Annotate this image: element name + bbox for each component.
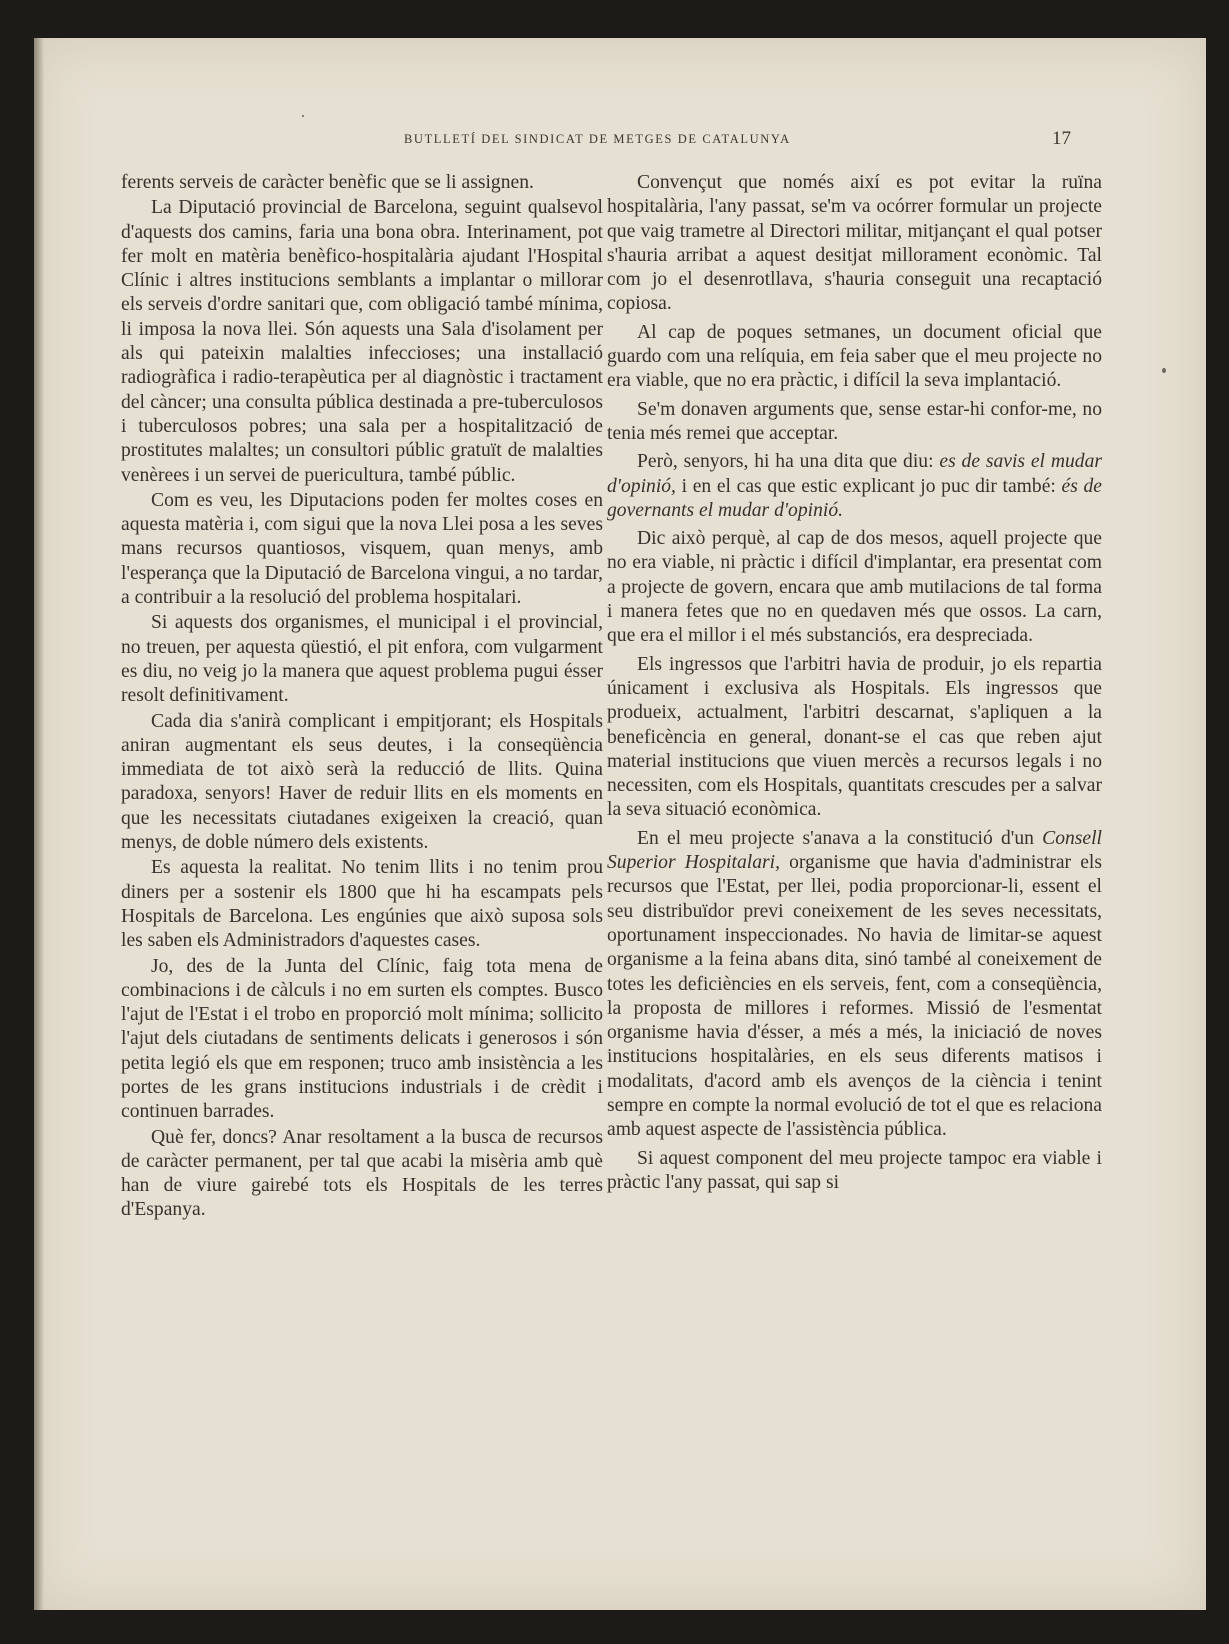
italic-saying: es de savis el mudar d'opinió, xyxy=(607,451,1102,497)
running-header xyxy=(34,128,1206,152)
page-binding-edge xyxy=(34,38,44,1610)
paragraph: Se'm donaven arguments que, sense estar-hi confor-me, no tenia més remei que acceptar. xyxy=(607,398,1102,444)
paragraph-with-saying xyxy=(607,450,1102,523)
text-run: i en el cas que estic explicant jo puc dir també: xyxy=(675,475,1062,497)
paragraph: La Diputació provincial de Barcelona, seguint qualsevol d'aquests dos camins, faria una bona obra. Interinament, pot fer molt en matèria benèfico-hospitalària ajudant l'Hospital Clínic i altres institucions semblants a implantar o millorar els serveis d'ordre sanitari que, com obligació també mínima, li imposa la nova llei. Són aquests una Sala d'isolament per als qui pateixin malalties infeccioses; una installació radiogràfica i radio-terapèutica per al diagnòstic i tractament del càncer; una consulta pública destinada a pre-tuberculosos i tuberculosos pobres; una sala per a hospitalització de prostitutes malaltes; un consultori públic gratuït de malalties venèrees i un servei de puericultura, també públic. xyxy=(121,197,603,486)
paragraph-with-institution xyxy=(607,827,1102,1143)
ink-speck xyxy=(302,115,304,117)
italic-saying: és de governants el mudar d'opinió. xyxy=(607,475,1102,521)
paragraph: Es aquesta la realitat. No tenim llits i no tenim prou diners per a sostenir els 1800 que hi ha escampats pels Hospitals de Barcelona. Les engúnies que això suposa sols les saben els Administradors d'aquestes cases. xyxy=(121,857,603,952)
paragraph: Si aquest component del meu projecte tampoc era viable i pràctic l'any passat, qui sap si xyxy=(607,1147,1102,1193)
left-column xyxy=(121,171,603,1224)
text-run: Però, senyors, hi ha una dita que diu: xyxy=(637,451,940,473)
paragraph: Si aquests dos organismes, el municipal i el provincial, no treuen, per aquesta qüestió, el pit enfora, com vulgarment es diu, no veig jo la manera que aquest problema pugui ésser resolt definitivament. xyxy=(121,612,603,707)
paragraph: Els ingressos que l'arbitri havia de produir, jo els repartia únicament i exclusiva als Hospitals. Els ingressos que produeix, actualment, l'arbitri descarnat, s'apliquen a la beneficència en general, donant-se el cas que reben ajut material institucions que viuen mercès a recursos legals i no necessiten, com els Hospitals, quantitats crescudes per a salvar la seva situació econòmica. xyxy=(607,653,1102,821)
italic-institution-name: Consell Superior Hospitalari, xyxy=(607,827,1102,874)
paragraph: Cada dia s'anirà complicant i empitjorant; els Hospitals aniran augmentant els seus deutes, i la conseqüència immediata de tot això serà la reducció de llits. Quina paradoxa, senyors! Haver de reduir llits en els moments en que les necessitats ciutadanes exigeixen la creació, quan menys, de doble número dels existents. xyxy=(121,710,603,854)
paragraph: ferents serveis de caràcter benèfic que se li assignen. xyxy=(121,172,534,193)
text-run: En el meu projecte s'anava a la constitució d'un xyxy=(637,827,1043,849)
ink-speck xyxy=(1162,368,1166,373)
text-run: organisme que havia d'administrar els recursos que l'Estat, per llei, podia proporcionar-li, essent el seu distribuïdor previ coneixement de les seves necessitats, oportunament inspeccionades. No havia de limitar-se aquest organisme a la feina abans dita, sinó també al coneixement de totes les deficiències en els serveis, fent, com a conseqüència, la proposta de millores i reformes. Missió de l'esmentat organisme havia d'ésser, a més a més, la iniciació de noves institucions hospitalàries, en els seus diferents matisos i modalitats, d'acord amb els avenços de la ciència i tenint sempre en compte la normal evolució de tot el que es relaciona amb aquest aspecte de l'assistència pública. xyxy=(607,852,1102,1141)
paragraph: Com es veu, les Diputacions poden fer moltes coses en aquesta matèria i, com sigui que la nova Llei posa a les seves mans recursos quantiosos, visquem, quan menys, amb l'esperança que la Diputació de Barcelona vingui, a no tardar, a contribuir a la resolució del problema hospitalari. xyxy=(121,489,603,609)
paragraph: Convençut que només així es pot evitar la ruïna hospitalària, l'any passat, se'm va ocórrer formular un projecte que vaig trametre al Directori militar, mitjançant el qual potser s'hauria arribat a aquest desitjat millorament econòmic. Tal com jo el desenrotllava, s'hauria conseguit una recaptació copiosa. xyxy=(607,172,1102,315)
paragraph: Al cap de poques setmanes, un document oficial que guardo com una relíquia, em feia saber que el meu projecte no era viable, que no era pràctic, i difícil la seva implantació. xyxy=(607,321,1102,392)
right-column xyxy=(607,171,1102,1199)
page-number: 17 xyxy=(1052,128,1071,149)
paragraph: Jo, des de la Junta del Clínic, faig tota mena de combinacions i de càlculs i no em surten els comptes. Busco l'ajut de l'Estat i el trobo en proporció molt mínima; sollicito l'ajut dels ciutadans de sentiments delicats i generosos i són petita legió els que em responen; truco amb insistència a les portes de les grans institucions industrials i de crèdit i continuen barrades. xyxy=(121,955,603,1123)
header-title: BUTLLETÍ DEL SINDICAT DE METGES DE CATALUNYA xyxy=(404,132,791,146)
document-page xyxy=(34,38,1206,1610)
paragraph: Dic això perquè, al cap de dos mesos, aquell projecte que no era viable, ni pràctic i difícil d'implantar, era presentat com a projecte de govern, encara que amb mutilacions de tal forma i manera fetes que no en quedaven més que ossos. La carn, que era el millor i el més substanciós, era despreciada. xyxy=(607,528,1102,647)
paragraph: Què fer, doncs? Anar resoltament a la busca de recursos de caràcter permanent, per tal que acabi la misèria amb què han de viure gairebé tots els Hospitals de les terres d'Espanya. xyxy=(121,1126,603,1221)
